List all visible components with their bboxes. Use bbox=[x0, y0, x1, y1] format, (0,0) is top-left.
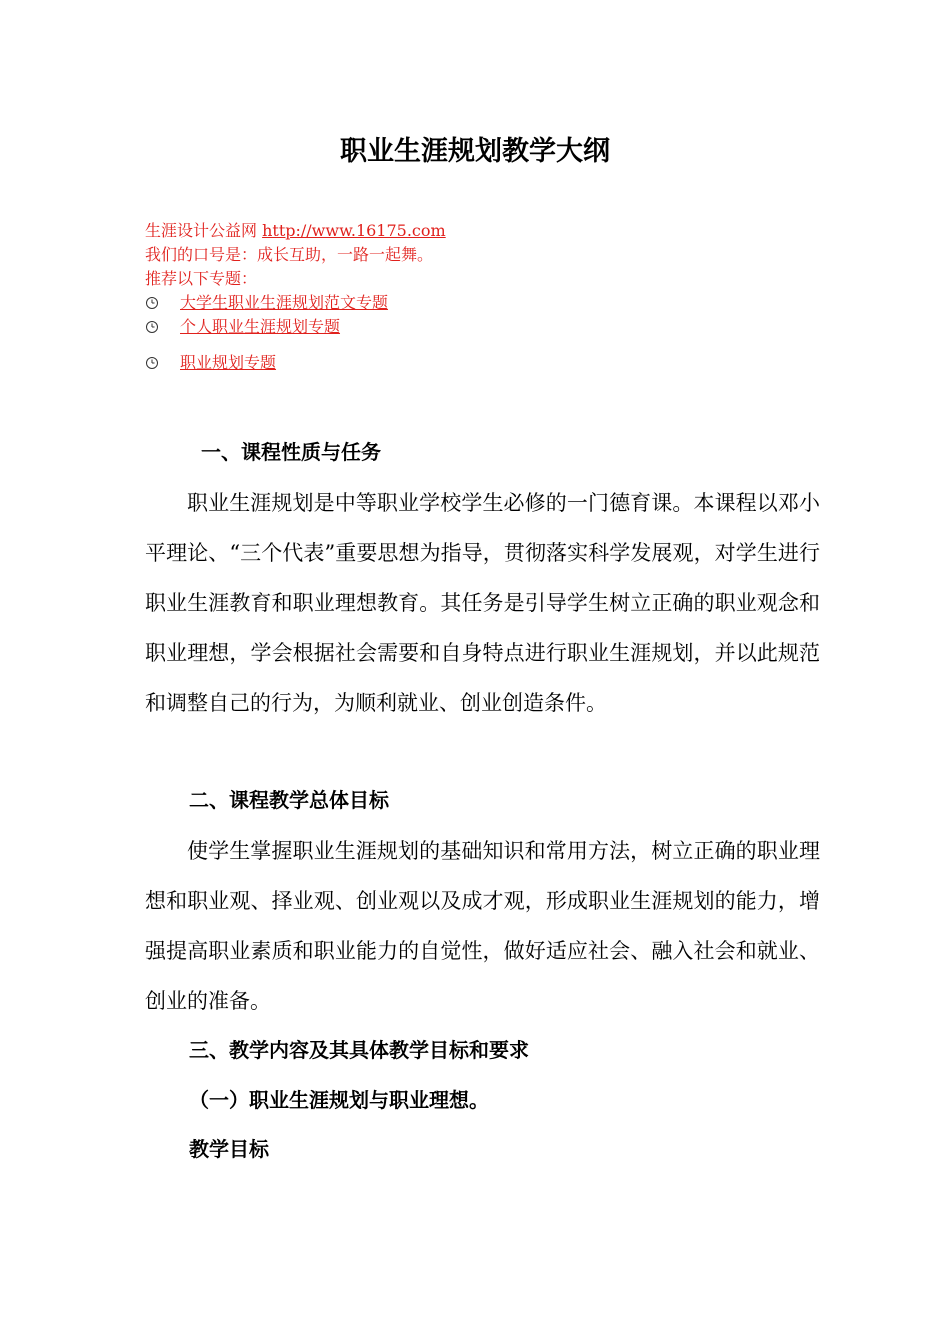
clock-icon bbox=[145, 296, 180, 310]
section-2-body bbox=[145, 826, 820, 1026]
section-1 bbox=[145, 436, 820, 468]
promo-block bbox=[145, 219, 845, 375]
section-2-heading: 二、课程教学总体目标 bbox=[189, 788, 389, 812]
section-3-goal bbox=[145, 1133, 820, 1165]
section-2-paragraph: 使学生掌握职业生涯规划的基础知识和常用方法，树立正确的职业理想和职业观、择业观、创业观以及成才观，形成职业生涯规划的能力，增强提高职业素质和职业能力的自觉性，做好适应社会、融入社会和就业、创业的准备。 bbox=[145, 839, 820, 1013]
section-1-heading: 一、课程性质与任务 bbox=[201, 440, 381, 464]
topic-item bbox=[145, 315, 845, 339]
teaching-goal-heading: 教学目标 bbox=[189, 1137, 269, 1161]
topic-link-personal-career-plan[interactable]: 个人职业生涯规划专题 bbox=[180, 317, 341, 336]
topic-item bbox=[145, 291, 845, 315]
section-1-body bbox=[145, 478, 820, 728]
recommend-label: 推荐以下专题： bbox=[145, 269, 258, 288]
site-line bbox=[145, 219, 845, 243]
section-1-paragraph: 职业生涯规划是中等职业学校学生必修的一门德育课。本课程以邓小平理论、“三个代表”重要思想为指导，贯彻落实科学发展观，对学生进行职业生涯教育和职业理想教育。其任务是引导学生树立正确的职业观念和职业理想，学会根据社会需要和自身特点进行职业生涯规划，并以此规范和调整自己的行为，为顺利就业、创业创造条件。 bbox=[145, 491, 820, 715]
page-title: 职业生涯规划教学大纲 bbox=[340, 136, 610, 167]
slogan: 我们的口号是：成长互助，一路一起舞。 bbox=[145, 245, 434, 264]
clock-icon bbox=[145, 356, 180, 370]
section-3-sub bbox=[145, 1084, 820, 1116]
section-3-sub-heading: （一）职业生涯规划与职业理想。 bbox=[189, 1088, 489, 1112]
clock-icon bbox=[145, 320, 180, 334]
section-3-heading: 三、教学内容及其具体教学目标和要求 bbox=[189, 1038, 529, 1062]
section-3 bbox=[145, 1034, 820, 1066]
topic-item bbox=[145, 351, 845, 375]
topic-link-college-career-plan[interactable]: 大学生职业生涯规划范文专题 bbox=[180, 293, 389, 312]
topic-link-career-plan[interactable]: 职业规划专题 bbox=[180, 353, 277, 372]
section-2 bbox=[145, 784, 820, 816]
site-url-link[interactable]: http://www.16175.com bbox=[262, 221, 446, 240]
site-name: 生涯设计公益网 bbox=[145, 221, 263, 240]
